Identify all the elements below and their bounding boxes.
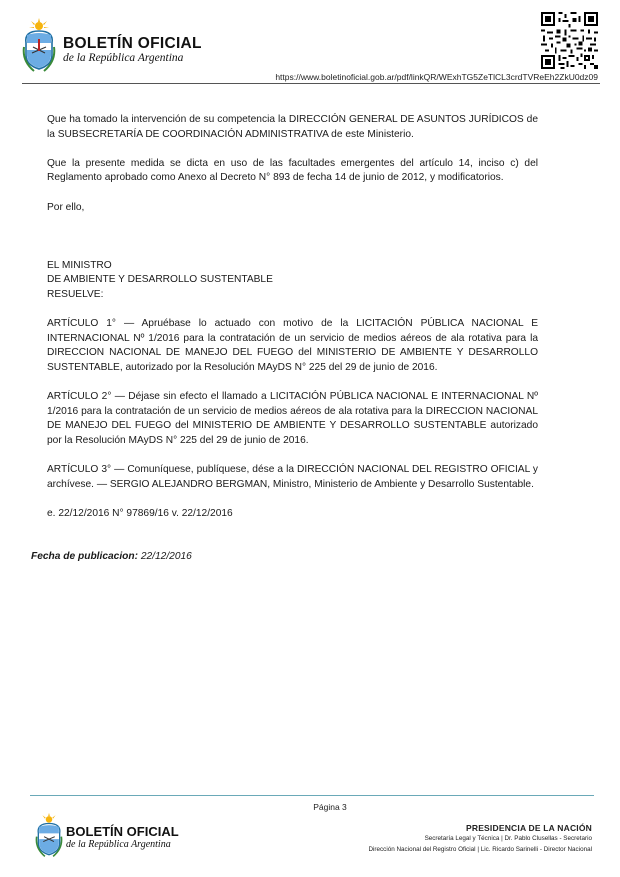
edition-reference: e. 22/12/2016 N° 97869/16 v. 22/12/2016 [47, 507, 233, 519]
footer-logo-title: BOLETÍN OFICIAL [66, 824, 179, 839]
document-body [47, 113, 538, 536]
article-1: ARTÍCULO 1° — Apruébase lo actuado con motivo de la LICITACIÓN PÚBLICA NACIONAL E INTERNACIONAL Nº 1/2016 para la contratación de un servicio de medios aéreos de ala rotativa para la DIRECCION NACIONAL DE MANEJO DEL FUEGO del MINISTERIO DE AMBIENTE Y DESARROLLO SUSTENTABLE, autorizado por la Resolución MAyDS N° 225 del 29 de junio de 2016. [47, 318, 538, 373]
footer-logo-subtitle: de la República Argentina [66, 839, 171, 850]
paragraph-por-ello: Por ello, [47, 201, 85, 213]
footer-credits [368, 823, 592, 855]
footer-director: Dirección Nacional del Registro Oficial | Lic. Ricardo Sarinelli - Director Nacional [368, 846, 592, 853]
spacer [47, 230, 538, 259]
logo-subtitle: de la República Argentina [63, 52, 184, 64]
resuelve-line: RESUELVE: [47, 288, 104, 300]
publication-date [31, 551, 192, 562]
page-header [0, 0, 620, 90]
paragraph-legal-intervention: Que ha tomado la intervención de su competencia la DIRECCIÓN GENERAL DE ASUNTOS JURÍDICOS de la SUBSECRETARÍA DE COORDINACIÓN ADMINISTRATIVA de este Ministerio. [47, 114, 538, 140]
publication-date-value: 22/12/2016 [140, 551, 192, 562]
minister-block [47, 259, 538, 303]
footer-divider [30, 795, 594, 796]
minister-ministry-line: DE AMBIENTE Y DESARROLLO SUSTENTABLE [47, 274, 273, 286]
logo-title: BOLETÍN OFICIAL [63, 35, 202, 52]
article-2: ARTÍCULO 2° — Déjase sin efecto el llamado a LICITACIÓN PÚBLICA NACIONAL E INTERNACIONAL Nº 1/2016 para la contratación de un servicio de medios aéreos de ala rotativa para la DIRECCION NACIONAL DE MANEJO DEL FUEGO del MINISTERIO DE AMBIENTE Y DESARROLLO SUSTENTABLE autorizado por la Resolución MAyDS N° 225 del 29 de junio de 2016. [47, 391, 538, 446]
document-url[interactable]: https://www.boletinoficial.gob.ar/pdf/linkQR/WExhTG5ZeTlCL3crdTVReEh2ZkU0dz09 [275, 72, 598, 82]
coat-of-arms-icon [22, 17, 56, 73]
footer-secretary: Secretaría Legal y Técnica | Dr. Pablo Clusellas - Secretario [424, 835, 592, 842]
page-number: Página 3 [313, 802, 347, 812]
article-3: ARTÍCULO 3° — Comuníquese, publíquese, dése a la DIRECCIÓN NACIONAL DEL REGISTRO OFICIAL y archívese. — SERGIO ALEJANDRO BERGMAN, Ministro, Ministerio de Ambiente y Desarrollo Sustentable. [47, 464, 538, 490]
publication-date-label: Fecha de publicacion: [31, 551, 138, 562]
header-divider [22, 83, 600, 84]
paragraph-faculties: Que la presente medida se dicta en uso de las facultades emergentes del artículo 14, inciso c) del Reglamento aprobado como Anexo al Decreto N° 893 de fecha 14 de junio de 2012, y modificatorios. [47, 157, 538, 184]
minister-line: EL MINISTRO [47, 259, 112, 271]
qr-code-icon[interactable] [541, 12, 598, 69]
footer-presidency: PRESIDENCIA DE LA NACIÓN [465, 823, 592, 833]
footer-coat-of-arms-icon [35, 812, 63, 858]
